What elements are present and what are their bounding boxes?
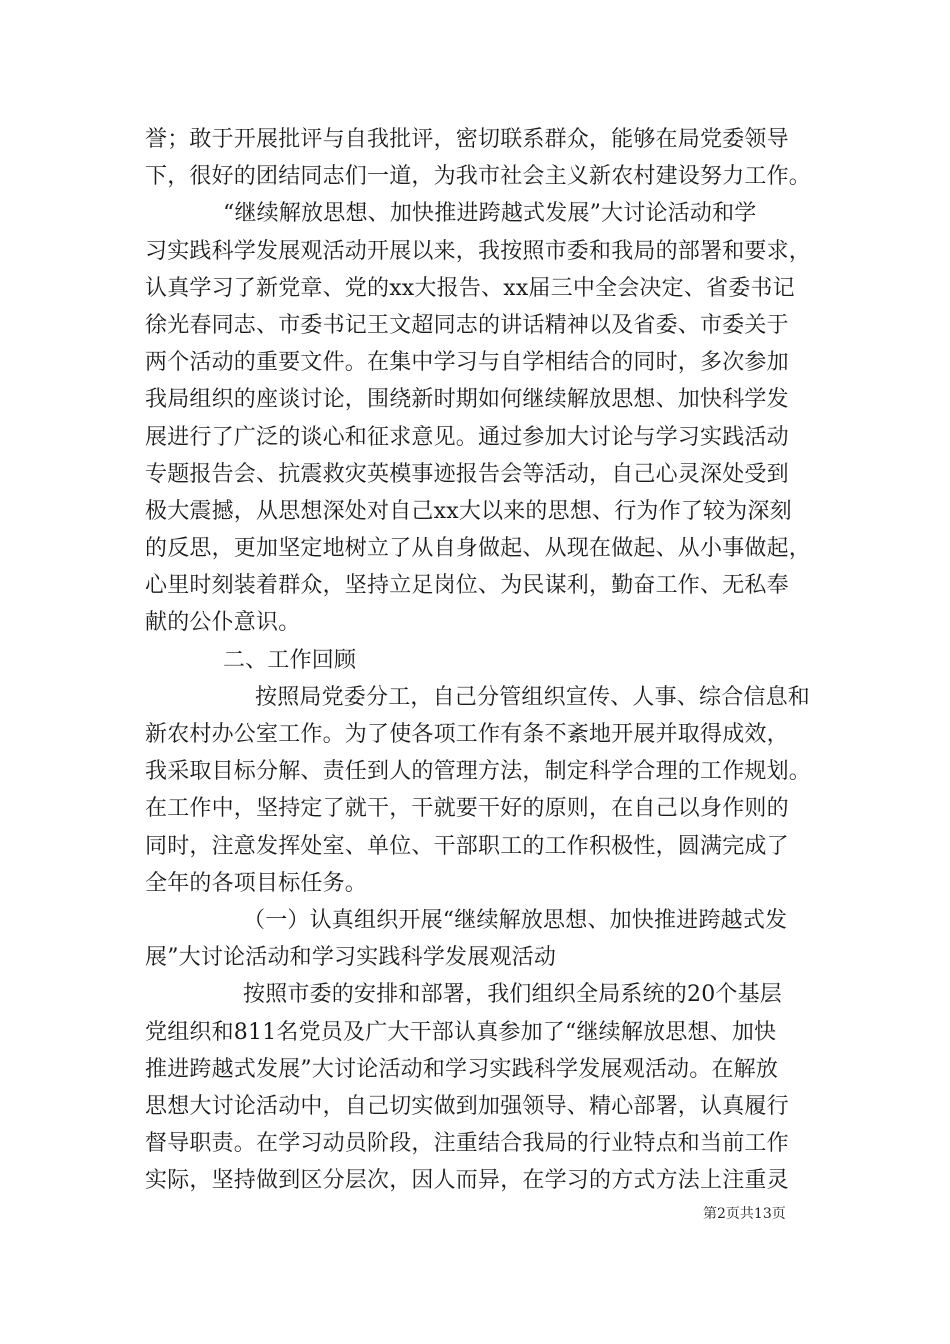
text-line: 展进行了广泛的谈心和征求意见。通过参加大讨论与学习实践活动 [145,424,789,450]
text-line: 极大震撼，从思想深处对自己xx大以来的思想、行为作了较为深刻 [145,498,792,524]
text-line: 推进跨越式发展”大讨论活动和学习实践科学发展观活动。在解放 [145,1056,779,1082]
text-line: 新农村办公室工作。为了使各项工作有条不紊地开展并取得成效， [145,722,789,747]
text-line: 思想大讨论活动中，自己切实做到加强领导、精心部署，认真履行 [145,1093,789,1119]
text-line: 徐光春同志、市委书记王文超同志的讲话精神以及省委、市委关于 [145,312,789,338]
text-line: 习实践科学发展观活动开展以来，我按照市委和我局的部署和要求， [145,238,812,264]
paragraph-4 [145,976,810,1199]
text-line: 全年的各项目标任务。 [145,870,368,896]
document-body [145,121,810,1199]
text-line: 专题报告会、抗震救灾英模事迹报告会等活动，自己心灵深处受到 [145,461,789,487]
page-number: 第2页共13页 [703,1206,786,1222]
text-line: 督导职责。在学习动员阶段，注重结合我局的行业特点和当前工作 [145,1131,789,1157]
text-line: 我局组织的座谈讨论，围绕新时期如何继续解放思想、加快科学发 [145,387,789,413]
text-line: “继续解放思想、加快推进跨越式发展”大讨论活动和学 [223,201,757,227]
text-line: 两个活动的重要文件。在集中学习与自学相结合的同时，多次参加 [145,350,789,376]
text-line: 心里时刻装着群众，坚持立足岗位、为民谋利，勤奋工作、无私奉 [145,573,789,599]
section-heading [145,642,810,679]
text-line: 的反思，更加坚定地树立了从自身做起、从现在做起、从小事做起， [145,536,812,562]
text-line: 下，很好的团结同志们一道，为我市社会主义新农村建设努力工作。 [145,164,812,190]
paragraph-3 [145,679,810,902]
paragraph-2 [145,195,810,641]
text-line: 誉；敢于开展批评与自我批评，密切联系群众，能够在局党委领导 [145,127,789,152]
text-line: 同时，注意发挥处室、单位、干部职工的工作积极性，圆满完成了 [145,833,789,859]
text-line: 党组织和811名党员及广大干部认真参加了“继续解放思想、加快 [145,1019,777,1045]
text-line: 按照局党委分工，自己分管组织宣传、人事、综合信息和 [255,684,811,710]
text-line: 按照市委的安排和部署，我们组织全局系统的20个基层 [243,982,782,1008]
heading-line: （一）认真组织开展“继续解放思想、加快推进跨越式发 [243,907,788,933]
text-line: 认真学习了新党章、党的xx大报告、xx届三中全会决定、省委书记 [145,275,795,301]
subsection-heading [145,902,810,976]
text-line: 实际，坚持做到区分层次，因人而异，在学习的方式方法上注重灵 [145,1168,789,1194]
heading-line: 二、工作回顾 [223,647,357,673]
heading-line: 展”大讨论活动和学习实践科学发展观活动 [145,945,557,971]
text-line: 在工作中，坚持定了就干，干就要干好的原则，在自己以身作则的 [145,796,789,822]
text-line: 我采取目标分解、责任到人的管理方法，制定科学合理的工作规划。 [145,759,812,785]
paragraph-1 [145,121,810,195]
text-line: 献的公仆意识。 [145,610,301,636]
